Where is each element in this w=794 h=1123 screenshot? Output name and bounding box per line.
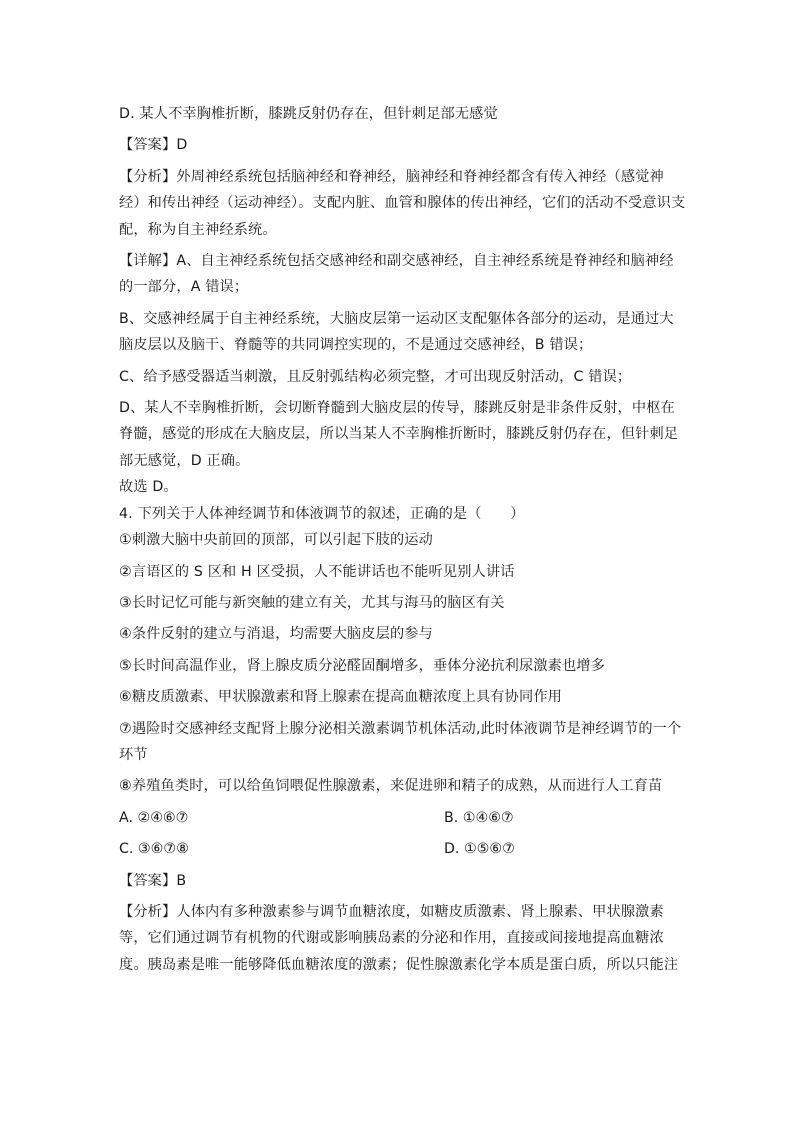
option-d: D. ①⑤⑥⑦ xyxy=(444,841,515,858)
detail-d-line-1: D、某人不幸胸椎折断，会切断脊髓到大脑皮层的传导，膝跳反射是非条件反射，中枢在 xyxy=(119,400,675,417)
statement-3: ③长时记忆可能与新突触的建立有关，尤其与海马的脑区有关 xyxy=(119,594,505,611)
options-row-2 xyxy=(119,836,679,862)
statement-2: ②言语区的 S 区和 H 区受损，人不能讲话也不能听见别人讲话 xyxy=(119,563,515,580)
analysis-line-3: 配，称为自主神经系统。 xyxy=(119,221,277,238)
document-page xyxy=(119,101,686,978)
detail-b-line-1: B、交感神经属于自主神经系统，大脑皮层第一运动区支配躯体各部分的运动，是通过大 xyxy=(119,310,674,327)
option-a: A. ②④⑥⑦ xyxy=(119,809,189,826)
option-d-prev-question: D. 某人不幸胸椎折断，膝跳反射仍存在，但针刺足部无感觉 xyxy=(119,106,498,122)
detail-d-line-2: 脊髓，感觉的形成在大脑皮层，所以当某人不幸胸椎折断时，膝跳反射仍存在，但针刺足 xyxy=(119,426,679,443)
analysis-line-1: 【分析】外周神经系统包括脑神经和脊神经，脑神经和脊神经都含有传入神经（感觉神 xyxy=(119,168,664,185)
analysis2-line-3: 度。胰岛素是唯一能够降低血糖浓度的激素；促性腺激素化学本质是蛋白质，所以只能注 xyxy=(119,956,679,973)
detail-b-line-2: 脑皮层以及脑干、脊髓等的共同调控实现的，不是通过交感神经，B 错误； xyxy=(119,337,593,354)
analysis2-line-2: 等，它们通过调节有机物的代谢或影响胰岛素的分泌和作用，直接或间接地提高血糖浓 xyxy=(119,930,664,947)
detail-line-1: 【详解】A、自主神经系统包括交感神经和副交感神经，自主神经系统是脊神经和脑神经 xyxy=(119,253,674,270)
statement-8: ⑧养殖鱼类时，可以给鱼饲喂促性腺激素，来促进卵和精子的成熟，从而进行人工育苗 xyxy=(119,778,663,795)
statement-4: ④条件反射的建立与消退，均需要大脑皮层的参与 xyxy=(119,626,433,643)
detail-d-line-3: 部无感觉，D 正确。 xyxy=(119,452,250,469)
answer-line: 【答案】D xyxy=(119,137,188,154)
statement-6: ⑥糖皮质激素、甲状腺激素和肾上腺素在提高血糖浓度上具有协同作用 xyxy=(119,689,562,706)
analysis2-line-1: 【分析】人体内有多种激素参与调节血糖浓度，如糖皮质激素、肾上腺素、甲状腺激素 xyxy=(119,903,664,920)
statement-1: ①刺激大脑中央前回的顶部，可以引起下肢的运动 xyxy=(119,532,433,549)
choose-line: 故选 D。 xyxy=(119,479,178,496)
question-4-stem: 4. 下列关于人体神经调节和体液调节的叙述，正确的是（ ） xyxy=(119,505,525,522)
options-row-1 xyxy=(119,805,679,831)
detail-line-2: 的一部分，A 错误； xyxy=(119,279,249,296)
analysis-line-2: 经）和传出神经（运动神经）。支配内脏、血管和腺体的传出神经，它们的活动不受意识支 xyxy=(119,195,686,212)
answer-line-2: 【答案】B xyxy=(119,872,187,889)
statement-5: ⑤长时间高温作业，肾上腺皮质分泌醛固酮增多，垂体分泌抗利尿激素也增多 xyxy=(119,657,606,674)
detail-c-line: C、给予感受器适当刺激，且反射弧结构必须完整，才可出现反射活动，C 错误； xyxy=(119,368,632,385)
option-c: C. ③⑥⑦⑧ xyxy=(119,841,189,858)
option-b: B. ①④⑥⑦ xyxy=(444,809,514,826)
statement-7-line-1: ⑦遇险时交感神经支配肾上腺分泌相关激素调节机体活动,此时体液调节是神经调节的一个 xyxy=(119,720,682,737)
statement-7-line-2: 环节 xyxy=(119,746,148,763)
